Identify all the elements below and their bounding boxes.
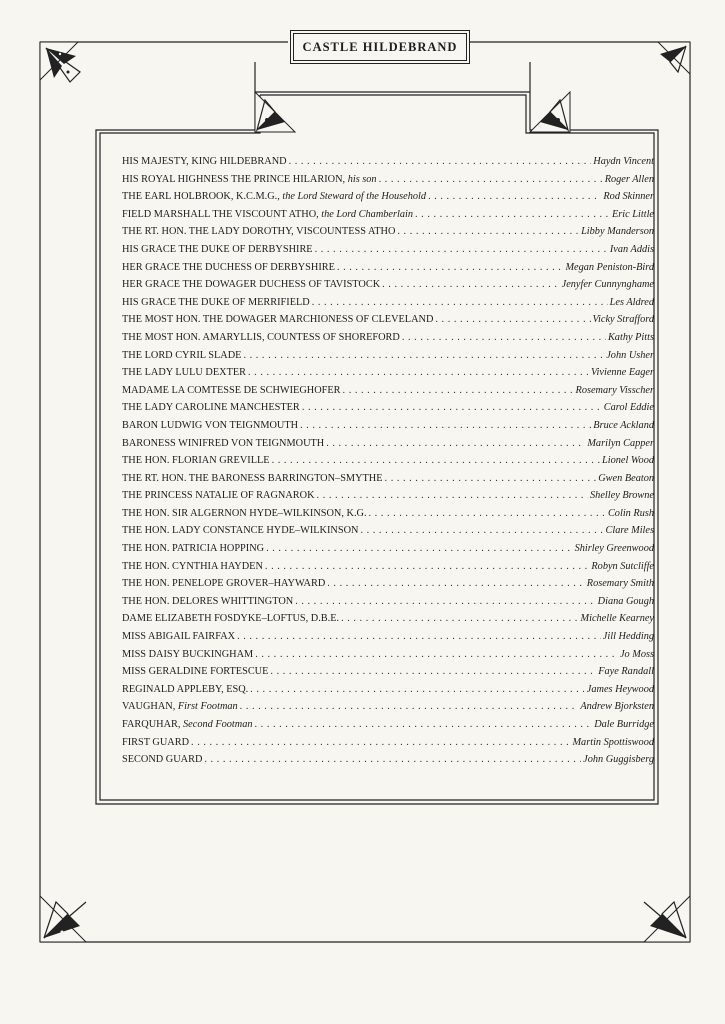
leader-dots [295,596,595,607]
leader-dots [326,438,585,449]
cast-row [122,525,654,543]
leader-dots [397,226,579,237]
cast-actor: Andrew Bjorksten [580,701,654,713]
cast-role: THE HON. SIR ALGERNON HYDE–WILKINSON, K.G. [122,507,367,519]
leader-dots [385,473,597,484]
cast-row [122,367,654,385]
cast-row [122,332,654,350]
cast-actor: Jo Moss [619,648,654,660]
corner-ornament-icon [658,42,690,74]
cast-actor: Kathy Pitts [607,331,654,343]
leader-dots [360,525,603,536]
cast-role: HER GRACE THE DOWAGER DUCHESS OF TAVISTOCK [122,279,381,291]
cast-actor: Rosemary Visscher [575,384,654,396]
cast-row [122,631,654,649]
cast-role-note: the Lord Chamberlain [321,208,414,220]
leader-dots [204,754,581,765]
cast-role: THE MOST HON. THE DOWAGER MARCHIONESS OF CLEVELAND [122,314,434,326]
cast-row [122,578,654,596]
cast-role: THE HON. FLORIAN GREVILLE [122,455,270,467]
cast-role: FARQUHAR, Second Footman [122,719,253,730]
cast-role: THE HON. PATRICIA HOPPING [122,543,265,555]
leader-dots [255,649,618,660]
cast-row [122,737,654,755]
cast-actor: Haydn Vincent [593,156,654,167]
cast-row [122,754,654,772]
leader-dots [402,332,606,343]
cast-role: THE HON. PENELOPE GROVER–HAYWARD [122,578,326,590]
cast-role-note: First Footman [177,701,238,713]
corner-ornament-icon [40,42,80,82]
cast-actor: Ivan Addis [609,243,654,255]
leader-dots [428,191,601,202]
cast-actor: Marilyn Capper [587,437,654,449]
cast-row [122,613,654,631]
leader-dots [341,613,578,624]
cast-role: BARON LUDWIG VON TEIGNMOUTH [122,419,299,431]
cast-role: DAME ELIZABETH FOSDYKE–LOFTUS, D.B.E. [122,613,340,625]
cast-row [122,226,654,244]
cast-actor: Faye Randall [598,666,654,678]
cast-row [122,314,654,332]
leader-dots [382,279,559,290]
leader-dots [270,666,596,677]
leader-dots [191,737,570,748]
cast-row [122,490,654,508]
cast-actor: Shelley Browne [590,490,654,502]
cast-row [122,156,654,174]
page-title: CASTLE HILDEBRAND [290,30,470,64]
cast-role: HIS MAJESTY, KING HILDEBRAND [122,156,287,167]
cast-role: FIRST GUARD [122,736,190,748]
cast-row [122,719,654,737]
cast-role: THE EARL HOLBROOK, K.C.M.G., the Lord Steward of the Household [122,191,427,203]
cast-actor: Eric Little [611,208,654,220]
cast-row [122,191,654,209]
corner-ornament-icon [255,92,295,132]
leader-dots [369,508,606,519]
corner-ornament-icon [40,896,86,942]
cast-row [122,508,654,526]
cast-role: MISS ABIGAIL FAIRFAX [122,631,236,643]
cast-actor: Jill Hedding [602,631,654,643]
cast-role: THE LORD CYRIL SLADE [122,349,242,361]
cast-role: FIELD MARSHALL THE VISCOUNT ATHO, the Lord Chamberlain [122,208,414,220]
cast-actor: Jenyfer Cunnynghame [561,279,654,291]
leader-dots [237,631,601,642]
cast-role: THE HON. LADY CONSTANCE HYDE–WILKINSON [122,525,359,537]
leader-dots [266,543,573,554]
cast-actor: Shirley Greenwood [574,543,654,555]
cast-list [122,156,654,772]
cast-row [122,561,654,579]
cast-actor: Clare Miles [605,525,654,537]
cast-role: THE HON. CYNTHIA HAYDEN [122,560,263,572]
leader-dots [248,367,589,378]
cast-actor: Vivienne Eager [591,367,654,379]
leader-dots [255,719,593,730]
cast-row [122,297,654,315]
cast-actor: Lionel Wood [602,455,654,467]
corner-ornament-icon [644,896,690,942]
cast-actor: Rod Skinner [603,191,654,203]
leader-dots [272,455,600,466]
cast-actor: Bruce Ackland [593,419,654,431]
cast-role: MISS GERALDINE FORTESCUE [122,666,269,678]
cast-row [122,684,654,702]
cast-role: HIS GRACE THE DUKE OF DERBYSHIRE [122,243,313,255]
cast-actor: John Guggisberg [583,754,654,766]
leader-dots [289,156,592,167]
leader-dots [317,490,588,501]
cast-row [122,209,654,227]
cast-row [122,455,654,473]
cast-role-note: his son [347,173,377,185]
leader-dots [250,684,585,695]
cast-actor: Dale Burridge [594,719,654,730]
cast-row [122,543,654,561]
cast-actor: Roger Allen [604,173,654,185]
cast-role: THE RT. HON. THE BARONESS BARRINGTON–SMYTHE [122,472,383,484]
cast-row [122,596,654,614]
cast-row [122,701,654,719]
cast-actor: Megan Peniston-Bird [565,261,654,273]
leader-dots [312,297,608,308]
cast-actor: Vicky Strafford [592,314,654,326]
cast-role: THE PRINCESS NATALIE OF RAGNAROK [122,490,315,502]
leader-dots [327,578,585,589]
cast-row [122,473,654,491]
cast-role-note: the Lord Steward of the Household [282,191,427,203]
cast-row [122,174,654,192]
corner-ornament-icon [530,92,570,132]
cast-role: HER GRACE THE DUCHESS OF DERBYSHIRE [122,261,335,273]
cast-role: THE LADY CAROLINE MANCHESTER [122,402,300,414]
cast-actor: John Usher [606,349,654,361]
leader-dots [343,385,574,396]
cast-role: MADAME LA COMTESSE DE SCHWIEGHOFER [122,384,341,396]
cast-actor: Diana Gough [597,595,654,607]
cast-row [122,385,654,403]
cast-role: SECOND GUARD [122,754,203,766]
leader-dots [300,420,591,431]
cast-role: THE LADY LULU DEXTER [122,367,247,379]
cast-row [122,244,654,262]
cast-role: HIS ROYAL HIGHNESS THE PRINCE HILARION, his son [122,173,377,185]
cast-role: BARONESS WINIFRED VON TEIGNMOUTH [122,437,325,449]
cast-role: THE HON. DELORES WHITTINGTON [122,595,294,607]
leader-dots [302,402,602,413]
cast-actor: Colin Rush [607,507,654,519]
cast-role: VAUGHAN, First Footman [122,701,238,713]
cast-role: HIS GRACE THE DUKE OF MERRIFIELD [122,296,310,308]
cast-row [122,438,654,456]
leader-dots [240,701,579,712]
cast-row [122,350,654,368]
cast-role: THE RT. HON. THE LADY DOROTHY, VISCOUNTESS ATHO [122,226,396,238]
leader-dots [379,174,603,185]
cast-actor: Carol Eddie [603,402,654,414]
cast-actor: Martin Spottiswood [572,736,654,748]
leader-dots [265,561,589,572]
cast-role: THE MOST HON. AMARYLLIS, COUNTESS OF SHOREFORD [122,331,400,343]
cast-actor: Michelle Kearney [580,613,654,625]
cast-role-note: Second Footman [183,719,253,730]
cast-actor: Gwen Beaton [598,472,654,484]
leader-dots [243,350,604,361]
cast-actor: Les Aldred [609,296,654,308]
cast-row [122,649,654,667]
cast-role: REGINALD APPLEBY, ESQ. [122,683,249,695]
cast-row [122,420,654,438]
leader-dots [415,209,610,220]
cast-role: MISS DAISY BUCKINGHAM [122,648,254,660]
cast-row [122,666,654,684]
cast-row [122,402,654,420]
cast-row [122,279,654,297]
leader-dots [337,262,564,273]
cast-row [122,262,654,280]
leader-dots [435,314,590,325]
cast-actor: Robyn Sutcliffe [591,560,654,572]
leader-dots [315,244,608,255]
cast-actor: James Heywood [586,683,654,695]
cast-actor: Rosemary Smith [586,578,654,590]
cast-actor: Libby Manderson [581,226,654,238]
